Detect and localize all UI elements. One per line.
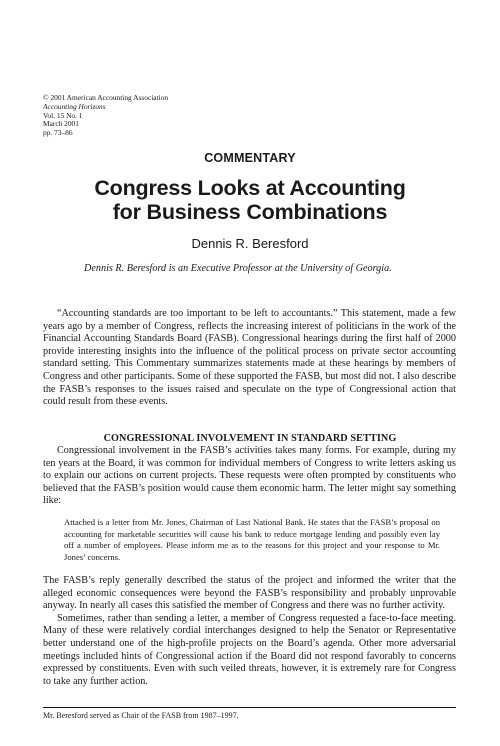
copyright-line: © 2001 American Accounting Association — [43, 93, 169, 102]
section-heading: CONGRESSIONAL INVOLVEMENT IN STANDARD SETTING — [103, 433, 397, 444]
title-line-1: Congress Looks at Accounting — [94, 176, 406, 200]
block-quote: Attached is a letter from Mr. Jones, Chairman of Last National Bank. He states that the FASB’s proposal on accounting for marketable securities will cause his bank to reduce mortgage lending and possibly even lay off a number of employees. Please inform me as to the reasons for this project and your response to Mr. Jones’ concerns. — [64, 517, 440, 562]
volume-line: Vol. 15 No. 1 — [43, 110, 83, 120]
paragraph-involvement: Congressional involvement in the FASB’s activities takes many forms. For example, during my ten years at the Board, it was common for individual members of Congress to write letters asking us to explain our actions on current projects. These requests were often prompted by constituents who believed that the FASB’s position would cause them economic harm. The letter might say something like: — [43, 445, 456, 507]
journal-name: Accounting Horizons — [43, 101, 106, 111]
paragraph-fasb-reply: The FASB’s reply generally described the status of the project and informed the writer that the alleged economic consequences were beyond the FASB’s responsibility and probably unprovable anyway. In nearly all cases this satisfied the member of Congress and there was no further activity. — [43, 575, 456, 612]
paragraph-intro: “Accounting standards are too important to be left to accountants.” This statement, made a few years ago by a member of Congress, reflects the increasing interest of politicians in the work of the Financial Accounting Standards Board (FASB). Congressional hearings during the first half of 2000 provide interesting insights into the influence of the political process on private sector accounting standard setting. This Commentary summarizes statements made at these hearings by members of Congress and other participants. Some of these supported the FASB, but most did not. I also describe the FASB’s responses to the issues raised and speculate on the type of Congressional action that could result from these events. — [43, 308, 456, 408]
intro-section — [43, 308, 456, 409]
paragraph-meetings: Sometimes, rather than sending a letter, a member of Congress requested a face-to-face meeting. Many of these were relatively cordial interchanges designed to help the Senator or Representative better understand one of the high-profile projects on the Board’s agenda. Other more adversarial meetings included hints of Congressional action if the Board did not respond favorably to concerns expressed by constituents. Even with such veiled threats, however, it is extremely rare for Congress to take any further action. — [43, 612, 456, 687]
author-name: Dennis R. Beresford — [191, 236, 309, 251]
section-body-2 — [43, 575, 456, 688]
article-title — [0, 176, 500, 224]
section-label: COMMENTARY — [204, 151, 296, 165]
page-range: pp. 73–86 — [43, 128, 73, 138]
title-line-2: for Business Combinations — [112, 200, 388, 224]
publication-info — [43, 94, 168, 138]
footnote-divider — [43, 707, 456, 708]
section-body-1 — [43, 445, 456, 508]
issue-date: March 2001 — [43, 119, 79, 129]
author-bio: Dennis R. Beresford is an Executive Professor at the University of Georgia. — [84, 263, 392, 274]
footnote: Mr. Beresford served as Chair of the FASB from 1987–1997. — [43, 711, 239, 720]
